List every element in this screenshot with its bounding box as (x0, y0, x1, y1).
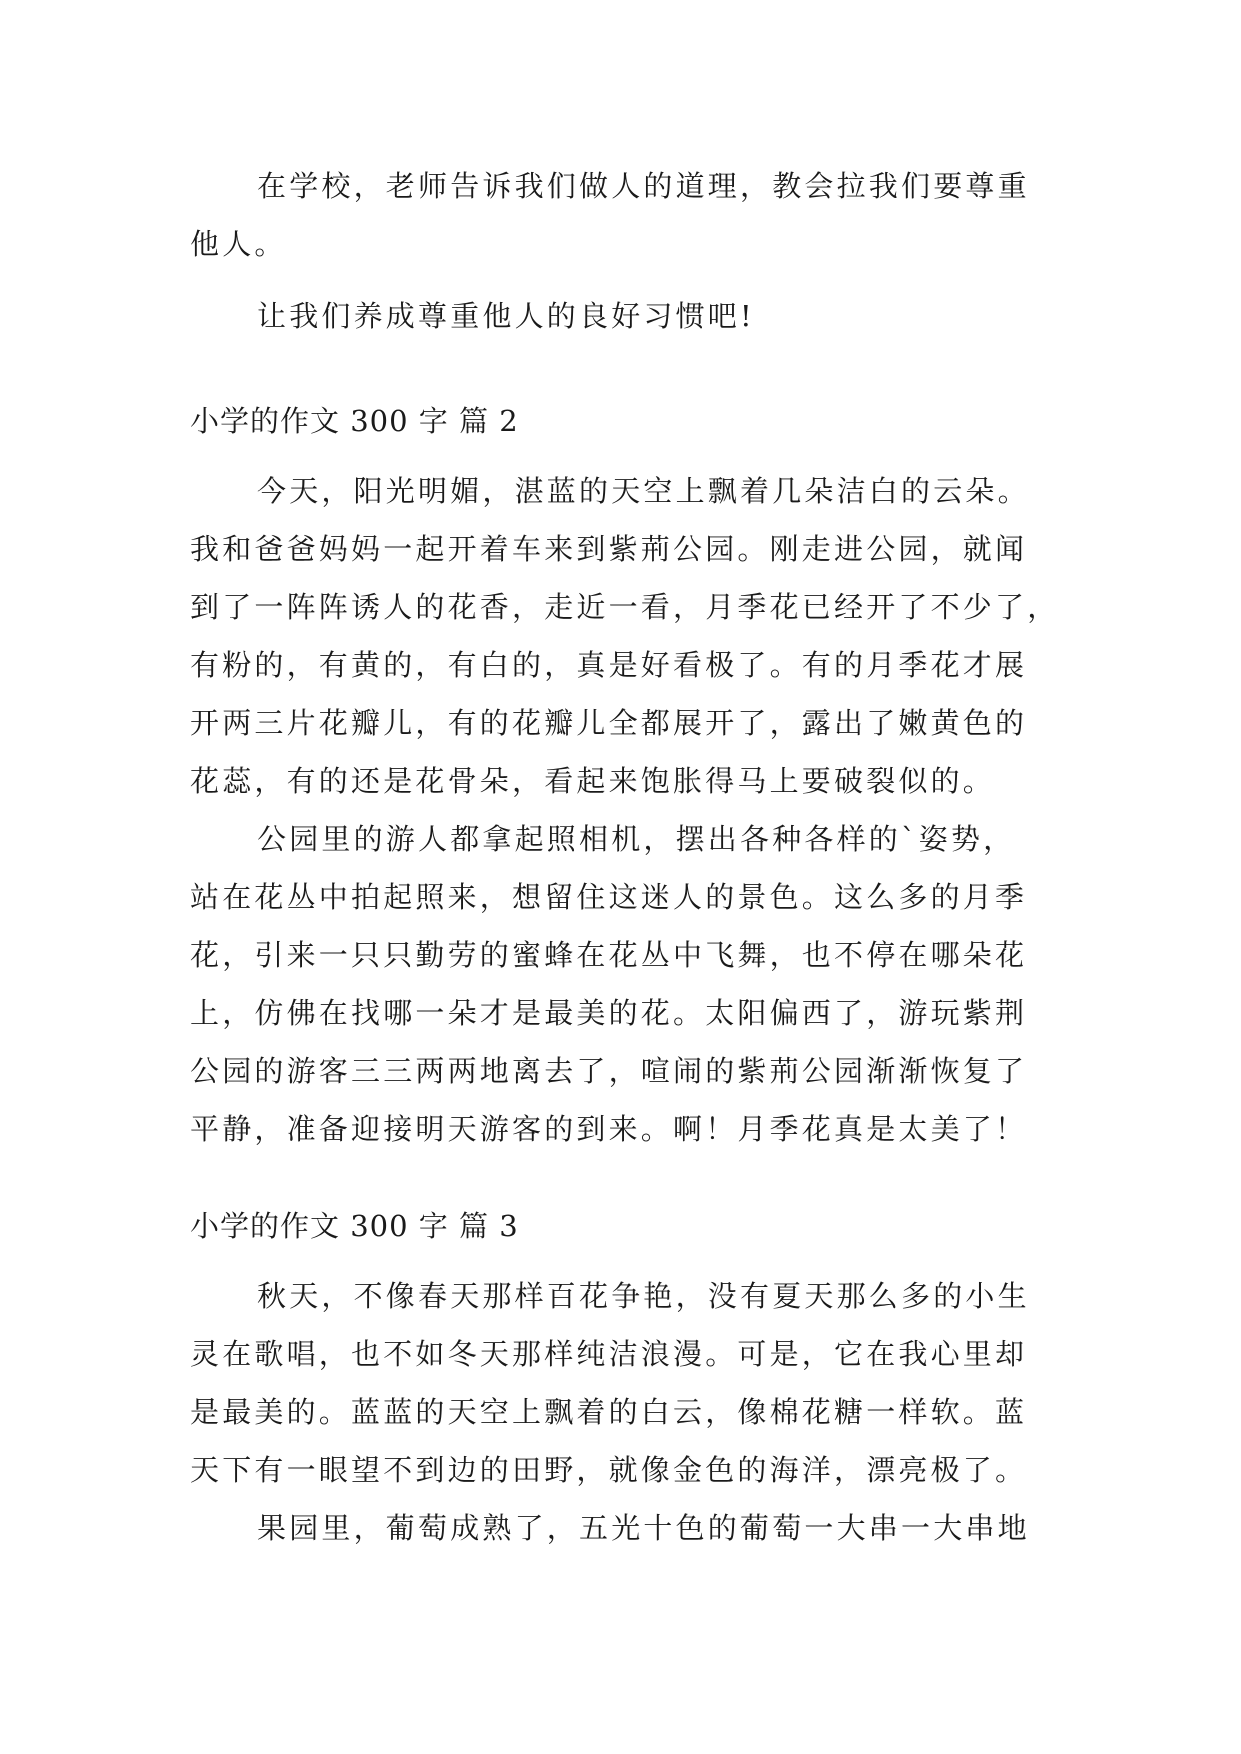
paragraph-line: 公园里的游人都拿起照相机，摆出各种各样的`姿势， (257, 822, 1016, 856)
paragraph-line: 让我们养成尊重他人的良好习惯吧! (257, 299, 755, 333)
paragraph-line: 花，引来一只只勤劳的蜜蜂在花丛中飞舞，也不停在哪朵花 (190, 938, 1028, 972)
paragraph-line: 果园里，葡萄成熟了，五光十色的葡萄一大串一大串地 (257, 1511, 1030, 1545)
paragraph-line: 公园的游客三三两两地离去了，喧闹的紫荊公园渐渐恢复了 (190, 1054, 1028, 1088)
paragraph-line: 到了一阵阵诱人的花香，走近一看，月季花已经开了不少了， (190, 590, 1060, 624)
paragraph-line: 秋天，不像春天那样百花争艳，没有夏天那么多的小生 (257, 1279, 1030, 1313)
intro-block (190, 157, 1060, 345)
section-3 (190, 1197, 1060, 1557)
section-heading: 小学的作文 300 字 篇 2 (190, 404, 519, 438)
paragraph-line: 灵在歌唱，也不如冬天那样纯洁浪漫。可是，它在我心里却 (190, 1337, 1028, 1371)
paragraph-line: 上，仿佛在找哪一朵才是最美的花。太阳偏西了，游玩紫荆 (190, 996, 1028, 1030)
paragraph-line: 开两三片花瓣儿，有的花瓣儿全都展开了，露出了嫩黄色的 (190, 706, 1028, 740)
paragraph-line: 今天，阳光明媚，湛蓝的天空上飘着几朵洁白的云朵。 (257, 474, 1030, 508)
paragraph-line: 花蕊，有的还是花骨朵，看起来饱胀得马上要破裂似的。 (190, 764, 996, 798)
paragraph-line: 我和爸爸妈妈一起开着车来到紫荊公园。刚走进公园，就闻 (190, 532, 1028, 566)
section-heading: 小学的作文 300 字 篇 3 (190, 1209, 519, 1243)
paragraph-line: 他人。 (190, 227, 287, 261)
section-2 (190, 392, 1060, 1158)
paragraph-line: 有粉的，有黄的，有白的，真是好看极了。有的月季花才展 (190, 648, 1028, 682)
paragraph-line: 天下有一眼望不到边的田野，就像金色的海洋，漂亮极了。 (190, 1453, 1028, 1487)
paragraph-line: 站在花丛中拍起照来，想留住这迷人的景色。这么多的月季 (190, 880, 1028, 914)
paragraph-line: 是最美的。蓝蓝的天空上飘着的白云，像棉花糖一样软。蓝 (190, 1395, 1028, 1429)
paragraph-line: 在学校，老师告诉我们做人的道理，教会拉我们要尊重 (257, 169, 1030, 203)
paragraph-line: 平静，准备迎接明天游客的到来。啊！月季花真是太美了！ (190, 1112, 1028, 1146)
